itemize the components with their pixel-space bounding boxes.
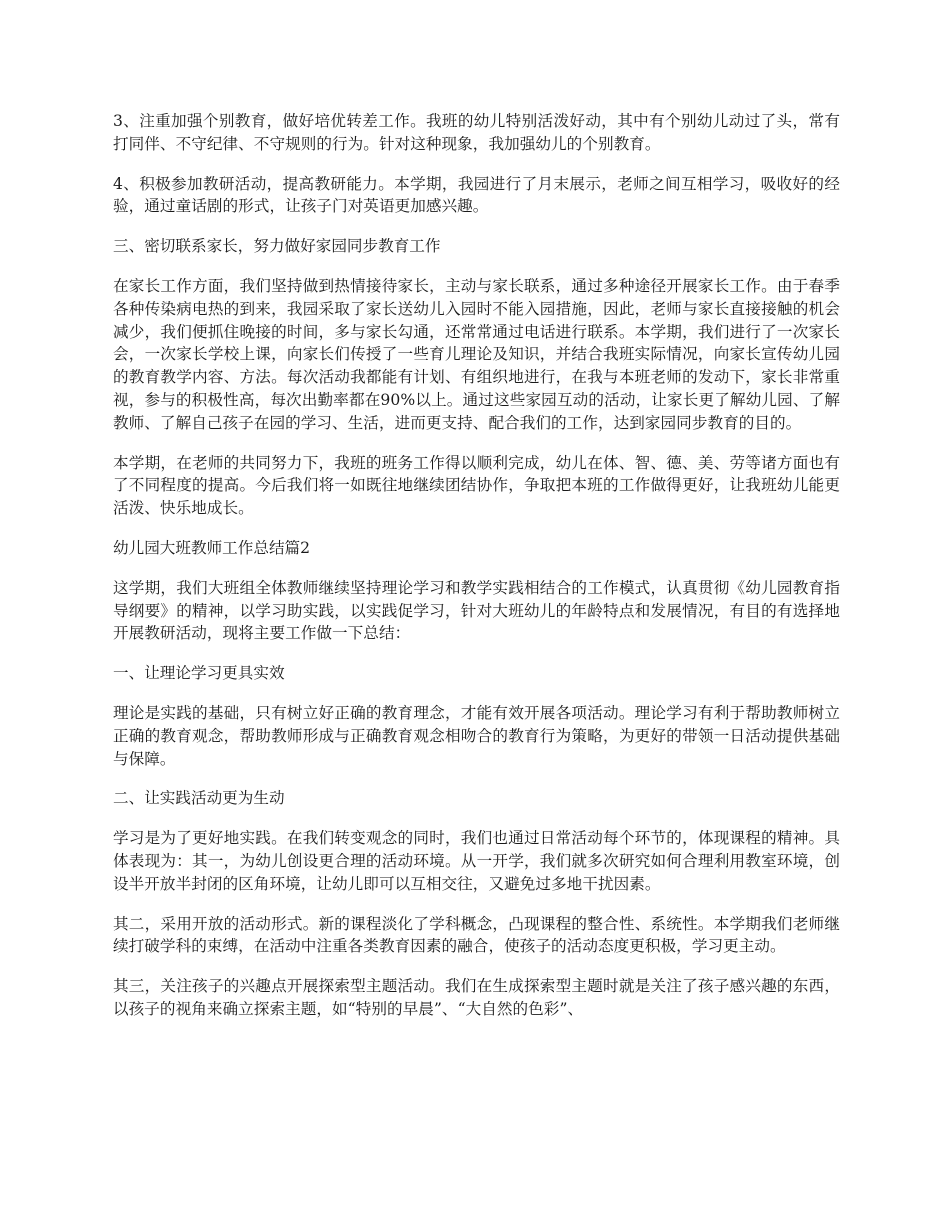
section-heading-practice: 二、让实践活动更为生动 [113,789,285,808]
paragraph-open-activities: 其二，采用开放的活动形式。新的课程淡化了学科概念，凸现课程的整合性、系统性。本学期我们老师继续打破学科的束缚，在活动中注重各类教育因素的融合，使孩子的活动态度更积极，学习更主动。 [113,914,840,956]
article-title-part-2: 幼儿园大班教师工作总结篇2 [113,538,311,557]
paragraph-interest-themes: 其三，关注孩子的兴趣点开展探索型主题活动。我们在生成探索型主题时就是关注了孩子感兴趣的东西，以孩子的视角来确立探索主题，如“特别的早晨”、“大自然的色彩”、 [113,977,840,1018]
section-heading-parent-contact: 三、密切联系家长，努力做好家园同步教育工作 [113,237,441,256]
paragraph-semester-summary: 本学期，在老师的共同努力下，我班的班务工作得以顺利完成，幼儿在体、智、德、美、劳等诸方面也有了不同程度的提高。今后我们将一如既往地继续团结协作，争取把本班的工作做得更好，让我班幼儿能更活泼、快乐地成长。 [113,453,840,518]
paragraph-teaching-research: 4、积极参加教研活动，提高教研能力。本学期，我园进行了月末展示，老师之间互相学习，吸收好的经验，通过童话剧的形式，让孩子门对英语更加感兴趣。 [113,174,840,216]
paragraph-individual-education: 3、注重加强个别教育，做好培优转差工作。我班的幼儿特别活泼好动，其中有个别幼儿动过了头，常有打同伴、不守纪律、不守规则的行为。针对这种现象，我加强幼儿的个别教育。 [113,112,840,153]
paragraph-parent-work: 在家长工作方面，我们坚持做到热情接待家长，主动与家长联系，通过多种途径开展家长工作。由于春季各种传染病电热的到来，我园采取了家长送幼儿入园时不能入园措施，因此，老师与家长直接接触的机会减少，我们便抓住晚接的时间，多与家长勾通，还常常通过电话进行联系。本学期，我们进行了一次家长会，一次家长学校上课，向家长们传授了一些育儿理论及知识，并结合我班实际情况，向家长宣传幼儿园的教育教学内容、方法。每次活动我都能有计划、有组织地进行，在我与本班老师的发动下，家长非常重视，参与的积极性高，每次出勤率都在90%以上。通过这些家园互动的活动，让家长更了解幼儿园、了解教师、了解自己孩子在园的学习、生活，进而更支持、配合我们的工作，达到家园同步教育的目的。 [113,276,840,432]
paragraph-theory: 理论是实践的基础，只有树立好正确的教育理念，才能有效开展各项活动。理论学习有利于帮助教师树立正确的教育观念，帮助教师形成与正确教育观念相吻合的教育行为策略，为更好的带领一日活动提供基础与保障。 [113,703,840,768]
paragraph-intro: 这学期，我们大班组全体教师继续坚持理论学习和教学实践相结合的工作模式，认真贯彻《幼儿园教育指导纲要》的精神，以学习助实践，以实践促学习，针对大班幼儿的年龄特点和发展情况，有目的有选择地开展教研活动，现将主要工作做一下总结： [113,578,840,643]
paragraph-practice: 学习是为了更好地实践。在我们转变观念的同时，我们也通过日常活动每个环节的，体现课程的精神。具体表现为：其一，为幼儿创设更合理的活动环境。从一开学，我们就多次研究如何合理利用教室环境，创设半开放半封闭的区角环境，让幼儿即可以互相交往，又避免过多地干扰因素。 [113,829,840,893]
document-page [113,110,840,1038]
section-heading-theory: 一、让理论学习更具实效 [113,664,285,683]
